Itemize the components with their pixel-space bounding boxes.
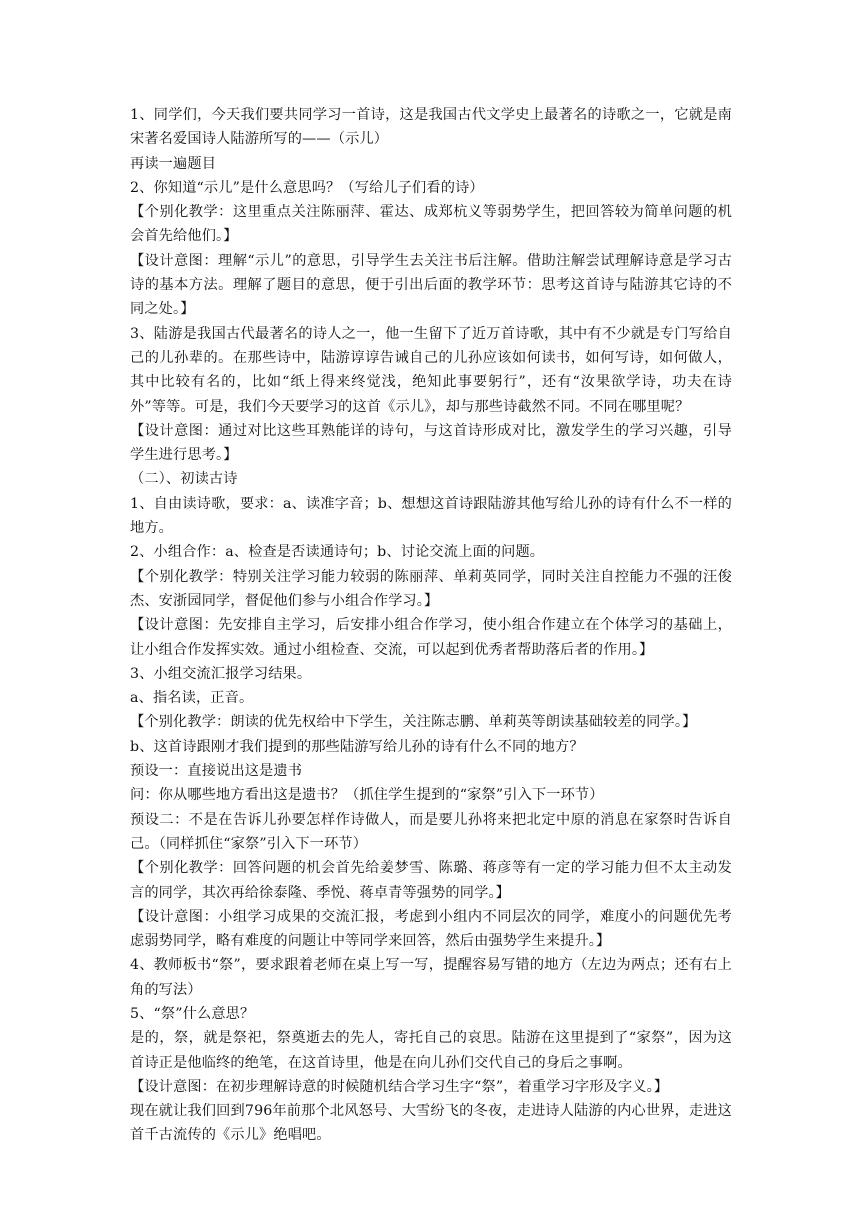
paragraph-closing: 现在就让我们回到796年前那个北风怒号、大雪纷飞的冬夜，走进诗人陆游的内心世界，走进这首千古流传的《示儿》绝唱吧。	[130, 1103, 732, 1144]
paragraph-preset-2: 预设二：不是在告诉儿孙要怎样作诗做人，而是要儿孙将来把北定中原的消息在家祭时告诉自己。（同样抓住“家祭”引入下一环节）	[130, 811, 732, 852]
paragraph-difference-question: b、这首诗跟刚才我们提到的那些陆游写给儿孙的诗有什么不同的地方？	[130, 738, 584, 755]
section-heading-initial-reading: （二）、初读古诗	[130, 471, 238, 488]
paragraph-meaning-answer: 是的，祭，就是祭祀，祭奠逝去的先人，寄托自己的哀思。陆游在这里提到了“家祭”，因为这首诗正是他临终的绝笔，在这首诗里，他是在向儿孙们交代自己的身后之事啊。	[130, 1030, 732, 1071]
paragraph-question-2: 2、你知道“示儿”是什么意思吗？（写给儿子们看的诗）	[130, 179, 484, 196]
paragraph-intro: 1、同学们，今天我们要共同学习一首诗，这是我国古代文学史上最著名的诗歌之一，它就是南宋著名爱国诗人陆游所写的——（示儿）	[130, 107, 732, 148]
paragraph-read-aloud: a、指名读，正音。	[130, 690, 254, 707]
paragraph-design-intent-4: 【设计意图：小组学习成果的交流汇报，考虑到小组内不同层次的同学，难度小的问题优先考虑弱势同学，略有难度的问题让中等同学来回答，然后由强势学生来提升。】	[130, 908, 732, 950]
paragraph-design-intent-5: 【设计意图：在初步理解诗意的时候随机结合学习生字“祭”，着重学习字形及字义。】	[130, 1078, 669, 1095]
paragraph-group-work: 2、小组合作：a、检查是否读通诗句；b、讨论交流上面的问题。	[130, 544, 545, 561]
paragraph-preset-1: 预设一：直接说出这是遗书	[130, 763, 303, 780]
paragraph-design-intent-3: 【设计意图：先安排自主学习，后安排小组合作学习，使小组合作建立在个体学习的基础上，让小组合作发挥实效。通过小组检查、交流，可以起到优秀者帮助落后者的作用。】	[130, 617, 732, 658]
paragraph-design-intent-2: 【设计意图：通过对比这些耳熟能详的诗句，与这首诗形成对比，激发学生的学习兴趣，引导学生进行思考。】	[130, 422, 732, 464]
paragraph-point-3: 3、陆游是我国古代最著名的诗人之一，他一生留下了近万首诗歌，其中有不少就是专门写给自己的儿孙辈的。在那些诗中，陆游谆谆告诫自己的儿孙应该如何读书，如何写诗，如何做人，其中比较有名的，比如“纸上得来终觉浅，绝知此事要躬行”，还有“汝果欲学诗，功夫在诗外”等等。可是，我们今天要学习的这首《示儿》，却与那些诗截然不同。不同在哪里呢？	[130, 325, 732, 415]
paragraph-individual-teaching-2: 【个别化教学：特别关注学习能力较弱的陈丽萍、单莉英同学，同时关注自控能力不强的汪俊杰、安浙园同学，督促他们参与小组合作学习。】	[130, 568, 732, 609]
paragraph-individual-teaching-4: 【个别化教学：回答问题的机会首先给姜梦雪、陈璐、蒋彦等有一定的学习能力但不太主动发言的同学，其次再给徐泰隆、季悦、蒋卓青等强势的同学。】	[130, 860, 732, 901]
paragraph-individual-teaching-1: 【个别化教学：这里重点关注陈丽萍、霍达、成郑杭义等弱势学生，把回答较为简单问题的机会首先给他们。】	[130, 204, 732, 245]
paragraph-meaning-question: 5、“祭”什么意思？	[130, 1005, 255, 1022]
paragraph-blackboard-writing: 4、教师板书“祭”，要求跟着老师在桌上写一写，提醒容易写错的地方（左边为两点；还有右上角的写法）	[130, 957, 732, 998]
paragraph-group-report: 3、小组交流汇报学习结果。	[130, 665, 312, 682]
paragraph-free-reading: 1、自由读诗歌，要求：a、读准字音；b、想想这首诗跟陆游其他写给儿孙的诗有什么不一样的地方。	[130, 495, 732, 537]
paragraph-question-will: 问：你从哪些地方看出这是遗书？（抓住学生提到的“家祭”引入下一环节）	[130, 787, 604, 804]
paragraph-individual-teaching-3: 【个别化教学：朗读的优先权给中下学生，关注陈志鹏、单莉英等朗读基础较差的同学。】	[130, 714, 697, 731]
paragraph-reread-title: 再读一遍题目	[130, 155, 217, 172]
document-body	[130, 103, 732, 1148]
paragraph-design-intent-1: 【设计意图：理解“示儿”的意思，引导学生去关注书后注解。借助注解尝试理解诗意是学习古诗的基本方法。理解了题目的意思，便于引出后面的教学环节：思考这首诗与陆游其它诗的不同之处。】	[130, 252, 732, 318]
